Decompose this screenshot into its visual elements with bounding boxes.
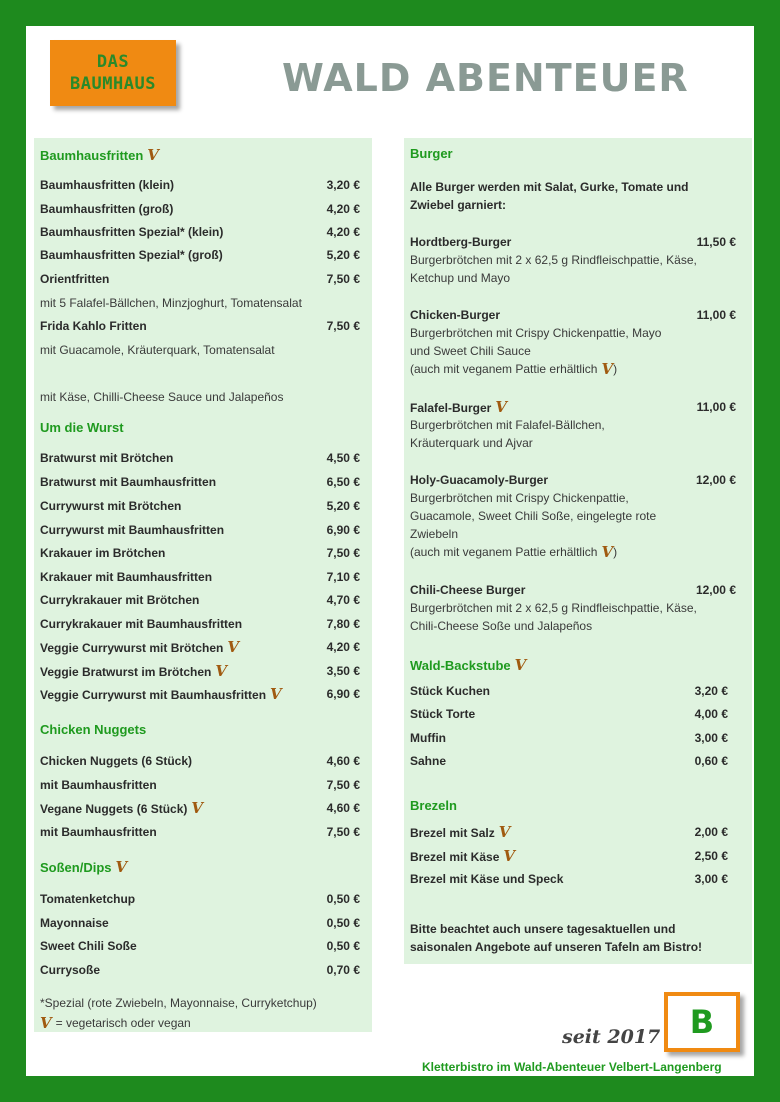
vegan-icon: V [514,656,527,674]
menu-item: Brezel mit Käse und Speck 3,00 € [410,872,728,886]
section-title-burger: Burger [410,146,453,161]
vegan-icon: V [147,146,159,164]
section-title-fritten: Baumhausfritten V [40,146,159,164]
item-description: Burgerbrötchen mit Crispy Chickenpattie, Mayo und Sweet Chili Sauce [410,326,662,358]
menu-item: Baumhausfritten (groß) 4,20 € [40,202,360,216]
item-description: Burgerbrötchen mit 2 x 62,5 g Rindfleischpattie, Käse, Chili-Cheese Soße und Jalapeños [410,601,697,633]
menu-item: Bratwurst mit Brötchen 4,50 € [40,451,360,465]
vegan-icon: V [601,543,614,561]
baumhaus-logo [50,40,176,106]
section-title-wurst: Um die Wurst [40,420,124,435]
menu-item: Mayonnaise 0,50 € [40,916,360,930]
menu-item: Hordtberg-Burger 11,50 € [410,235,736,249]
notice-text: Bitte beachtet auch unsere tagesaktuellen und saisonalen Angebote auf unseren Tafeln am Bistro! [410,922,703,954]
menu-item: Bratwurst mit Baumhausfritten 6,50 € [40,475,360,489]
footnote-veg: V = vegetarisch oder vegan [40,1014,191,1032]
vegan-icon: V [498,823,511,841]
menu-page [26,26,754,1076]
section-title-dips: Soßen/Dips V [40,858,128,876]
menu-item: Krakauer im Brötchen 7,50 € [40,546,360,560]
menu-item: Falafel-Burger V 11,00 € [410,398,736,416]
left-column [34,138,372,1032]
menu-item: Krakauer mit Baumhausfritten 7,10 € [40,570,360,584]
menu-item: Frida Kahlo Fritten 7,50 € [40,319,360,333]
right-column [404,138,752,964]
menu-item: Veggie Bratwurst im Brötchen V 3,50 € [40,662,360,680]
logo-line-2: BAUMHAUS [70,74,156,94]
menu-item: Currywurst mit Brötchen 5,20 € [40,499,360,513]
menu-item: Chili-Cheese Burger 12,00 € [410,583,736,597]
menu-item: Holy-Guacamoly-Burger 12,00 € [410,473,736,487]
menu-item: Stück Kuchen 3,20 € [410,684,728,698]
section-title-brezeln: Brezeln [410,798,457,813]
item-description: mit Guacamole, Kräuterquark, Tomatensalat [40,343,275,357]
vegan-icon: V [115,858,128,876]
menu-item: Currykrakauer mit Baumhausfritten 7,80 € [40,617,360,631]
menu-item: Sahne 0,60 € [410,754,728,768]
menu-item: Currywurst mit Baumhausfritten 6,90 € [40,523,360,537]
vegan-icon: V [270,685,282,703]
vegan-icon: V [227,638,240,656]
menu-item: Sweet Chili Soße 0,50 € [40,939,360,953]
item-extra: (auch mit veganem Pattie erhältlich V ) [410,360,618,378]
menu-item: Vegane Nuggets (6 Stück) V 4,60 € [40,799,360,817]
vegan-icon: V [40,1014,52,1032]
logo-line-1: DAS [96,52,130,72]
footnote-spezial: *Spezial (rote Zwiebeln, Mayonnaise, Curryketchup) [40,996,317,1010]
item-extra: (auch mit veganem Pattie erhältlich V ) [410,543,618,561]
item-description: mit Käse, Chilli-Cheese Sauce und Jalapeños [40,390,284,404]
vegan-icon: V [601,360,614,378]
item-description: Burgerbrötchen mit 2 x 62,5 g Rindfleischpattie, Käse, Ketchup und Mayo [410,253,697,285]
item-description: mit 5 Falafel-Bällchen, Minzjoghurt, Tomatensalat [40,296,302,310]
menu-item: Chicken Nuggets (6 Stück) 4,60 € [40,754,360,768]
menu-item: Muffin 3,00 € [410,731,728,745]
menu-item: Veggie Currywurst mit Brötchen V 4,20 € [40,638,360,656]
menu-item: Baumhausfritten (klein) 3,20 € [40,178,360,192]
menu-item: Brezel mit Salz V 2,00 € [410,823,728,841]
vegan-icon: V [215,662,228,680]
menu-item: Orientfritten 7,50 € [40,272,360,286]
menu-item: Baumhausfritten Spezial* (groß) 5,20 € [40,248,360,262]
section-title-backstube: Wald-Backstube V [410,656,527,674]
vegan-icon: V [503,847,516,865]
burger-intro: Alle Burger werden mit Salat, Gurke, Tomate und Zwiebel garniert: [410,180,689,212]
item-description: Burgerbrötchen mit Falafel-Bällchen, Kräuterquark und Ajvar [410,418,605,450]
menu-item: Brezel mit Käse V 2,50 € [410,847,728,865]
menu-item: Stück Torte 4,00 € [410,707,728,721]
item-description: Burgerbrötchen mit Crispy Chickenpattie, Guacamole, Sweet Chili Soße, eingelegte rote Zwiebeln [410,491,657,541]
menu-item: Currykrakauer mit Brötchen 4,70 € [40,593,360,607]
menu-item: Tomatenketchup 0,50 € [40,892,360,906]
vegan-icon: V [495,398,507,416]
menu-item: Veggie Currywurst mit Baumhausfritten V 6,90 € [40,685,360,703]
menu-item: mit Baumhausfritten 7,50 € [40,825,360,839]
page-title: WALD ABENTEUER [282,56,689,100]
tagline: Kletterbistro im Wald-Abenteuer Velbert-Langenberg [422,1060,722,1074]
menu-item: mit Baumhausfritten 7,50 € [40,778,360,792]
b-logo: B [664,992,740,1052]
menu-item: Currysoße 0,70 € [40,963,360,977]
section-title-nuggets: Chicken Nuggets [40,722,147,737]
seit-label: seit 2017 [562,1026,661,1048]
vegan-icon: V [191,799,204,817]
menu-item: Chicken-Burger 11,00 € [410,308,736,322]
menu-item: Baumhausfritten Spezial* (klein) 4,20 € [40,225,360,239]
